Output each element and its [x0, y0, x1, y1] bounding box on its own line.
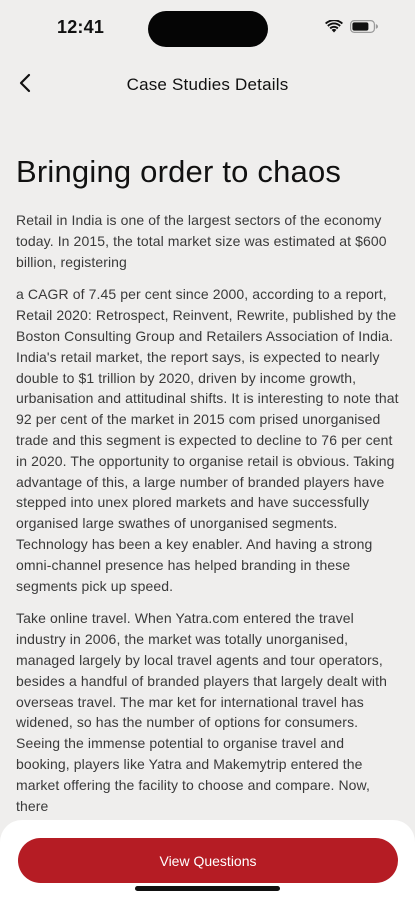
article-paragraph: a CAGR of 7.45 per cent since 2000, according to a report, Retail 2020: Retrospect, Reinvent, Rewrite, published by the Boston Consulting Group and Retailers Association of India. India's retail market, the report says, is expected to nearly double to $1 trillion by 2020, driven by income growth, urbanisation and attitudinal shifts. It is interesting to note that 92 per cent of the market in 2015 com prised unorganised trade and this segment is expected to decline to 76 per cent in 2020. The opportunity to organise retail is obvious. Taking advantage of this, a large number of branded players have stepped into unex plored markets and have successfully organised large swathes of unorganised segments. Technology has been a key enabler. And having a strong omni-channel presence has helped branding in these segments pick up speed. — [16, 286, 399, 594]
article-paragraph: Retail in India is one of the largest sectors of the economy today. In 2015, the total market size was estimated at $600 billion, registering — [16, 212, 387, 270]
status-bar — [0, 0, 415, 56]
status-icons — [325, 20, 378, 33]
view-questions-button[interactable]: View Questions — [18, 838, 398, 883]
wifi-icon — [325, 20, 343, 33]
article-paragraph: Take online travel. When Yatra.com entered the travel industry in 2006, the market was totally unorganised, managed largely by local travel agents and tour operators, besides a handful of branded players that largely dealt with overseas travel. The mar ket for international travel has widened, so has the number of options for consumers. Seeing the immense potential to organise travel and booking, players like Yatra and Makemytrip entered the market offering the facility to choose and compare. Now, there — [16, 610, 388, 814]
article-content[interactable] — [16, 150, 401, 822]
dynamic-island — [148, 11, 268, 47]
home-indicator[interactable] — [135, 886, 280, 891]
battery-icon — [350, 20, 378, 33]
article-headline: Bringing order to chaos — [16, 154, 342, 189]
page-title: Case Studies Details — [126, 75, 289, 94]
status-time: 12:41 — [57, 17, 105, 37]
nav-bar — [0, 60, 415, 110]
